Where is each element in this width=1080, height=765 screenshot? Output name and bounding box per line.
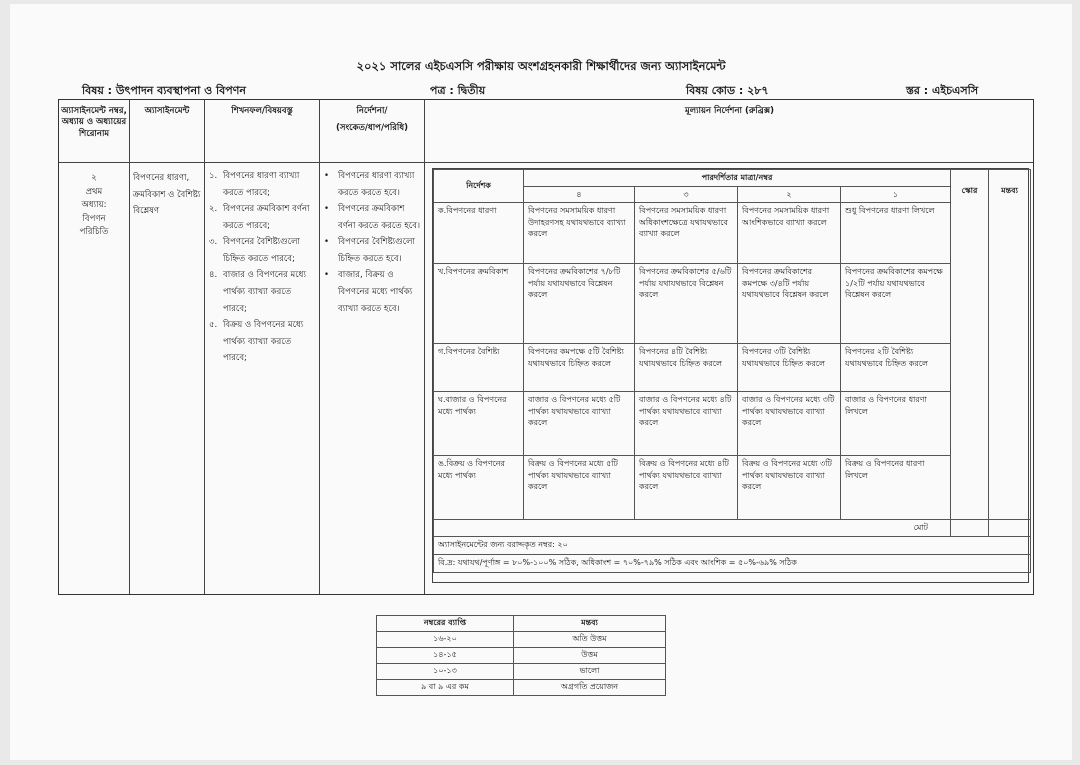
total-score-cell: [951, 520, 989, 537]
outcomes-list: [209, 168, 317, 367]
indicator-cell: গ.বিপণনের বৈশিষ্ট্য: [434, 344, 524, 392]
grading-row: [377, 664, 666, 680]
remark-column-header: মন্তব্য: [514, 616, 666, 632]
rubric-cell: বাজার ও বিপণনের ধারণা লিখলে: [841, 392, 951, 456]
instruction-item: • বিপণনের বৈশিষ্ট্যগুলো চিহ্নিত করতে হবে।: [324, 237, 415, 264]
level-header: পারদর্শিতার মাত্রা/নম্বর: [524, 170, 951, 187]
indicator-cell: খ.বিপণনের ক্রমবিকাশ: [434, 264, 524, 344]
rubric-cell: বিপণনের সমসাময়িক ধারণা আংশিকভাবে ব্যাখ্যা করলে: [738, 203, 841, 264]
rubric-cell: বিপণনের সমসাময়িক ধারণা অধিকাংশক্ষেত্রে যথাযথভাবে ব্যাখ্যা করলে: [635, 203, 738, 264]
range-cell: ১৪-১৫: [377, 648, 514, 664]
rubric-cell: বিপণনের ৪টি বৈশিষ্ট্য যথাযথভাবে চিহ্নিত করলে: [635, 344, 738, 392]
rubric-cell: বিপণনের ক্রমবিকাশের কমপক্ষে ১/২টি পর্যায় যথাযথভাবে বিশ্লেষন করলে: [841, 264, 951, 344]
instruction-item: • বিপণনের ধারণা ব্যাখ্যা করতে করতে হবে।: [324, 171, 415, 198]
rubric-cell: বিক্রয় ও বিপণনের ধারণা লিখলে: [841, 456, 951, 520]
rubric-row: [434, 264, 1031, 344]
rubric-cell: বিপণনের ৩টি বৈশিষ্ট্য যথাযথভাবে চিহ্নিত করলে: [738, 344, 841, 392]
rubric-cell: বাজার ও বিপণনের মধ্যে ৩টি পার্থক্য যথাযথভাবে ব্যাখ্যা করলে: [738, 392, 841, 456]
assignment-sheet: [10, 4, 1072, 760]
column-divider: [129, 100, 130, 594]
range-header: নম্বরের ব্যাপ্তি: [377, 616, 514, 632]
outcome-item: ৫. বিক্রয় ও বিপণনের মধ্যে পার্থক্য ব্যাখ্যা করতে পারবে;: [209, 320, 304, 364]
score-header: স্কোর: [951, 170, 989, 520]
column-divider: [204, 100, 205, 594]
rubric-cell: বিপণনের ২টি বৈশিষ্ট্য যথাযথভাবে চিহ্নিত করলে: [841, 344, 951, 392]
level-3-header: ৩: [635, 186, 738, 203]
rubric-box: [432, 168, 1029, 583]
rubric-cell: বিপণনের কমপক্ষে ৫টি বৈশিষ্ট্য যথাযথভাবে চিহ্নিত করলে: [524, 344, 635, 392]
rubric-row: [434, 456, 1031, 520]
grade-remark-cell: ভালো: [514, 664, 666, 680]
column-divider: [424, 100, 425, 594]
grading-row: [377, 648, 666, 664]
rubric-cell: বিপণনের ক্রমবিকাশের কমপক্ষে ৩/৪টি পর্যায় যথাযথভাবে বিশ্লেষন করলে: [738, 264, 841, 344]
rubric-cell: শুধু বিপণনের ধারণা লিখলে: [841, 203, 951, 264]
indicator-cell: ঙ.বিক্রয় ও বিপণনের মধ্যে পার্থক্য: [434, 456, 524, 520]
rubric-row: [434, 392, 1031, 456]
rubric-cell: বিপণনের সমসাময়িক ধারণা উদাহরণসহ যথাযথভাবে ব্যাখ্যা করলে: [524, 203, 635, 264]
range-cell: ১৬-২০: [377, 632, 514, 648]
total-label: মোট: [434, 520, 951, 537]
grade-remark-cell: উত্তম: [514, 648, 666, 664]
outcome-item: ৩. বিপণনের বৈশিষ্ট্যগুলো চিহ্নিত করতে পারবে;: [209, 237, 300, 264]
grade-remark-cell: অগ্রগতি প্রয়োজন: [514, 680, 666, 696]
rubric-row: [434, 203, 1031, 264]
subject-code-label: বিষয় কোড : ২৮৭: [686, 84, 769, 97]
range-cell: ১০-১৩: [377, 664, 514, 680]
rubric-note: বি.দ্র: যথাযথ/পূর্ণাঙ্গ = ৮০%-১০০% সঠিক, অধিকাংশ = ৭০%-৭৯% সঠিক এবং আংশিক = ৫০%-৬৯% সঠিক: [434, 554, 1031, 572]
remark-header: মন্তব্য: [989, 170, 1031, 520]
column-header-assignment-no: অ্যাসাইনমেন্ট নম্বর, অধ্যায় ও অধ্যায়ের শিরোনাম: [61, 106, 127, 139]
level-label: স্তর : এইচএসসি: [906, 84, 979, 97]
instruction-item: • বিপণনের ক্রমবিকাশ বর্ণনা করতে করতে হবে।: [324, 204, 420, 231]
column-header-instructions: [321, 106, 423, 135]
level-1-header: ১: [841, 186, 951, 203]
indicator-cell: ঘ.বাজার ও বিপণনের মধ্যে পার্থক্য: [434, 392, 524, 456]
grade-remark-cell: অতি উত্তম: [514, 632, 666, 648]
outcome-item: ২. বিপণনের ক্রমবিকাশ বর্ণনা করতে পারবে;: [209, 204, 310, 231]
rubric-cell: বিপণনের ক্রমবিকাশের ৭/৮টি পর্যায় যথাযথভাবে বিশ্লেষন করলে: [524, 264, 635, 344]
grading-row: [377, 680, 666, 696]
column-divider: [319, 100, 320, 594]
rubric-cell: বিক্রয় ও বিপণনের মধ্যে ৫টি পার্থক্য যথাযথভাবে ব্যাখ্যা করলে: [524, 456, 635, 520]
rubric-table: [433, 169, 1031, 573]
level-2-header: ২: [738, 186, 841, 203]
instructions-list: [324, 168, 422, 317]
level-4-header: ৪: [524, 186, 635, 203]
rubric-cell: বিক্রয় ও বিপণনের মধ্যে ৩টি পার্থক্য যথাযথভাবে ব্যাখ্যা করলে: [738, 456, 841, 520]
indicator-cell: ক.বিপণনের ধারণা: [434, 203, 524, 264]
indicator-header: নির্দেশক: [434, 170, 524, 203]
outcome-item: ৪. বাজার ও বিপণনের মধ্যে পার্থক্য ব্যাখ্যা করতে পারবে;: [209, 270, 306, 314]
instructions-header-line1: নির্দেশনা/: [356, 106, 388, 116]
assignment-table: [58, 99, 1034, 595]
page-title: ২০২১ সালের এইচএসসি পরীক্ষায় অংশগ্রহনকারী শিক্ষার্থীদের জন্য অ্যাসাইনমেন্ট: [356, 59, 726, 73]
subject-label: বিষয় : উৎপাদন ব্যবস্থাপনা ও বিপণন: [82, 84, 246, 97]
instructions-header-line2: (সংকেত/ধাপ/পরিধি): [335, 123, 409, 134]
outcome-item: ১. বিপণনের ধারণা ব্যাখ্যা করতে পারবে;: [209, 171, 300, 198]
column-header-outcomes: শিখনফল/বিষয়বস্তু: [231, 106, 293, 116]
paper-label: পত্র : দ্বিতীয়: [430, 84, 486, 97]
rubric-row: [434, 344, 1031, 392]
allotted-marks: অ্যাসাইনমেন্টের জন্য বরাদ্দকৃত নম্বর: ২০: [434, 536, 1031, 554]
grading-table: [376, 615, 666, 696]
header-divider: [59, 162, 1033, 163]
assignment-cell: বিপণনের ধারণা, ক্রমবিকাশ ও বৈশিষ্ট্য বিশ্লেষণ: [133, 173, 201, 217]
rubric-cell: বিপণনের ক্রমবিকাশের ৫/৬টি পর্যায় যথাযথভাবে বিশ্লেষন করলে: [635, 264, 738, 344]
column-header-rubric: মূল্যায়ন নির্দেশনা (রুব্রিক্স): [685, 106, 774, 116]
range-cell: ৯ বা ৯ এর কম: [377, 680, 514, 696]
column-header-assignment: অ্যাসাইনমেন্ট: [144, 106, 190, 116]
rubric-cell: বিক্রয় ও বিপণনের মধ্যে ৪টি পার্থক্য যথাযথভাবে ব্যাখ্যা করলে: [635, 456, 738, 520]
instruction-item: • বাজার, বিক্রয় ও বিপণনের মধ্যে পার্থক্য ব্যাখ্যা করতে হবে।: [324, 270, 413, 314]
grading-row: [377, 632, 666, 648]
chapter-cell: ২ প্রথম অধ্যায়: বিপণন পরিচিতি: [79, 173, 109, 238]
total-remark-cell: [989, 520, 1031, 537]
rubric-cell: বাজার ও বিপণনের মধ্যে ৫টি পার্থক্য যথাযথভাবে ব্যাখ্যা করলে: [524, 392, 635, 456]
rubric-cell: বাজার ও বিপণনের মধ্যে ৪টি পার্থক্য যথাযথভাবে ব্যাখ্যা করলে: [635, 392, 738, 456]
